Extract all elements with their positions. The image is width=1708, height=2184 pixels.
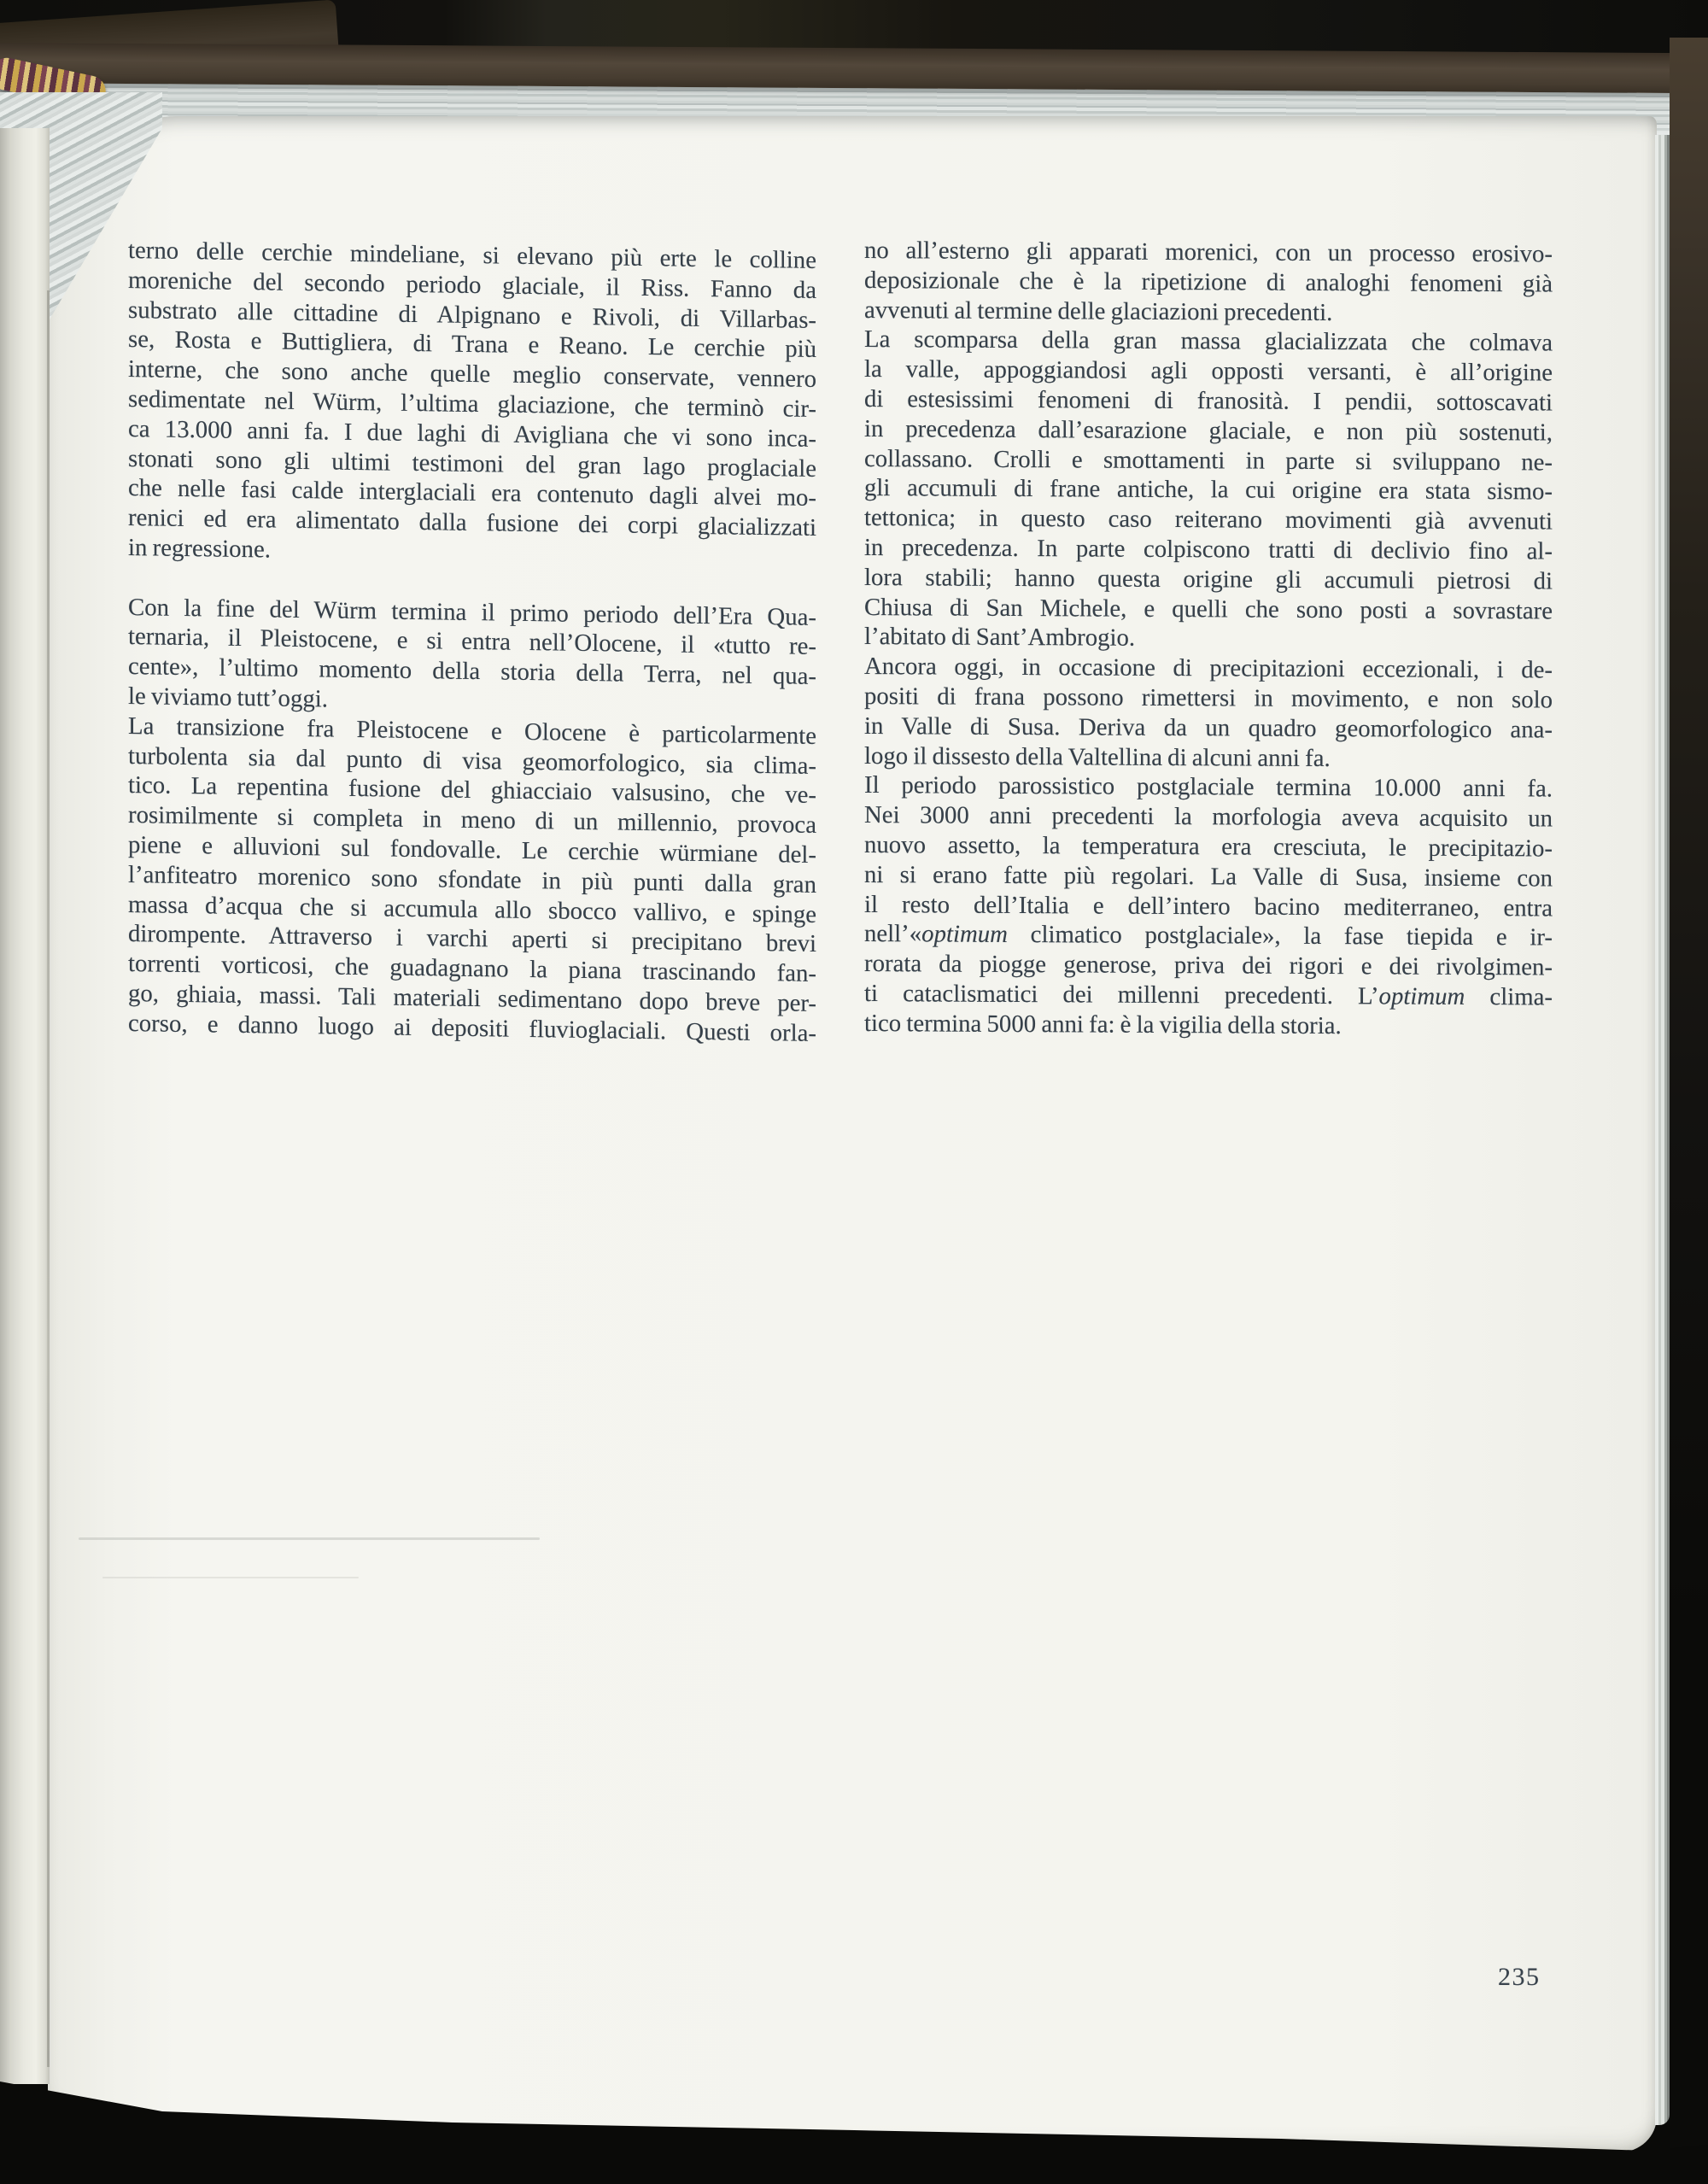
page-number: 235	[1498, 1963, 1541, 1991]
text-line: avvenuti al termine delle glaciazioni precedenti.	[864, 296, 1333, 326]
text-line: piene e alluvioni sul fondovalle. Le cerchie würmiane del-	[128, 830, 816, 869]
text-line: ternaria, il Pleistocene, e si entra nell’Olocene, il «tutto re-	[128, 623, 816, 661]
text-line: dirompente. Attraverso i varchi aperti si precipitano brevi	[128, 920, 816, 958]
text-line: Nei 3000 anni precedenti la morfologia aveva acquisito un	[864, 801, 1553, 833]
text-line: gli accumuli di frane antiche, la cui origine era stata sismo-	[864, 474, 1553, 506]
text-line: nell’«optimum climatico postglaciale», la fase tiepida e ir-	[864, 920, 1553, 951]
text-line: la valle, appoggiandosi agli opposti versanti, è all’origine	[864, 355, 1553, 387]
text-line: ni si erano fatte più regolari. La Valle di Susa, insieme con	[864, 860, 1553, 893]
text-line: di estesissimi fenomeni di franosità. I pendii, sottoscavati	[864, 384, 1553, 417]
text-line: tico. La repentina fusione del ghiacciaio valsusino, che ve-	[128, 771, 816, 810]
paragraph-block	[128, 593, 816, 1049]
scan-streak	[79, 1537, 540, 1540]
text-line: sedimentate nel Würm, l’ultima glaciazione, che terminò cir-	[128, 384, 816, 423]
text-line: rosimilmente si completa in meno di un millennio, provoca	[128, 801, 816, 840]
text-column-left	[128, 236, 816, 1048]
text-line: terno delle cerchie mindeliane, si elevano più erte le colline	[128, 237, 816, 274]
text-line: in regressione.	[128, 533, 271, 564]
text-line: Chiusa di San Michele, e quelli che sono posti a sovrastare	[864, 593, 1553, 625]
paragraph-block	[864, 236, 1553, 1042]
text-line: torrenti vorticosi, che guadagnano la piana trascinando fan-	[128, 950, 816, 988]
gutter-crease	[47, 290, 50, 2067]
paragraph-block	[128, 236, 816, 573]
text-line: il resto dell’Italia e dell’intero bacino mediterraneo, entra	[864, 890, 1553, 922]
text-line: La transizione fra Pleistocene e Olocene è particolarmente	[128, 711, 816, 750]
text-line: stonati sono gli ultimi testimoni del gran lago proglaciale	[128, 444, 816, 483]
text-line: La scomparsa della gran massa glacializzata che colmava	[864, 325, 1553, 357]
text-line: Con la fine del Würm termina il primo periodo dell’Era Qua-	[128, 593, 816, 631]
text-line: se, Rosta e Buttigliera, di Trana e Reano. Le cerchie più	[128, 325, 816, 364]
text-line: rorata da piogge generose, priva dei rigori e dei rivolgimen-	[864, 950, 1553, 981]
text-line: ti cataclismatici dei millenni precedenti. L’optimum clima-	[864, 979, 1553, 1011]
text-line: massa d’acqua che si accumula allo sbocco vallivo, e spinge	[128, 890, 816, 928]
text-line: turbolenta sia dal punto di visa geomorfologico, sia clima-	[128, 741, 816, 780]
text-line: tettonica; in questo caso reiterano movimenti già avvenuti	[864, 504, 1553, 536]
text-line: le viviamo tutt’oggi.	[128, 682, 328, 713]
text-column-right	[864, 236, 1553, 1042]
text-line: Ancora oggi, in occasione di precipitazioni eccezionali, i de-	[864, 653, 1553, 684]
text-line: collassano. Crolli e smottamenti in parte si sviluppano ne-	[864, 444, 1553, 477]
right-cover-shadow	[1670, 38, 1708, 2184]
text-line: substrato alle cittadine di Alpignano e Rivoli, di Villarbas-	[128, 296, 816, 334]
text-line: tico termina 5000 anni fa: è la vigilia della storia.	[864, 1009, 1342, 1039]
text-line: no all’esterno gli apparati morenici, con un processo erosivo-	[864, 237, 1553, 268]
text-line: positi di frana possono rimettersi in movimento, e non solo	[864, 682, 1553, 714]
text-line: in precedenza dall’esarazione glaciale, e non più sostenuti,	[864, 414, 1553, 447]
text-line: moreniche del secondo periodo glaciale, il Riss. Fanno da	[128, 266, 816, 304]
text-line: Il periodo parossistico postglaciale termina 10.000 anni fa.	[864, 771, 1553, 803]
text-line: l’abitato di Sant’Ambrogio.	[864, 623, 1136, 653]
right-page-edges	[1655, 135, 1670, 2125]
text-line: logo il dissesto della Valtellina di alcuni anni fa.	[864, 741, 1331, 772]
scan-streak	[102, 1577, 359, 1578]
text-line: lora stabili; hanno questa origine gli accumuli pietrosi di	[864, 563, 1553, 595]
text-line: corso, e danno luogo ai depositi fluvioglaciali. Questi orla-	[128, 1009, 816, 1047]
text-line: go, ghiaia, massi. Tali materiali sedimentano dopo breve per-	[128, 979, 816, 1017]
text-line: ca 13.000 anni fa. I due laghi di Avigliana che vi sono inca-	[128, 414, 816, 453]
text-line: in Valle di Susa. Deriva da un quadro geomorfologico ana-	[864, 711, 1553, 744]
text-line: renici ed era alimentato dalla fusione dei corpi glacializzati	[128, 504, 816, 542]
text-line: l’anfiteatro morenico sono sfondate in più punti dalla gran	[128, 860, 816, 899]
gutter-strip	[0, 128, 50, 2084]
text-line: che nelle fasi calde interglaciali era contenuto dagli alvei mo-	[128, 474, 816, 512]
text-line: nuovo assetto, la temperatura era cresciuta, le precipitazio-	[864, 830, 1553, 863]
text-line: in precedenza. In parte colpiscono tratti di declivio fino al-	[864, 533, 1553, 565]
text-line: deposizionale che è la ripetizione di analoghi fenomeni già	[864, 266, 1553, 298]
text-line: cente», l’ultimo momento della storia della Terra, nel qua-	[128, 653, 816, 691]
text-line: interne, che sono anche quelle meglio conservate, vennero	[128, 355, 816, 394]
